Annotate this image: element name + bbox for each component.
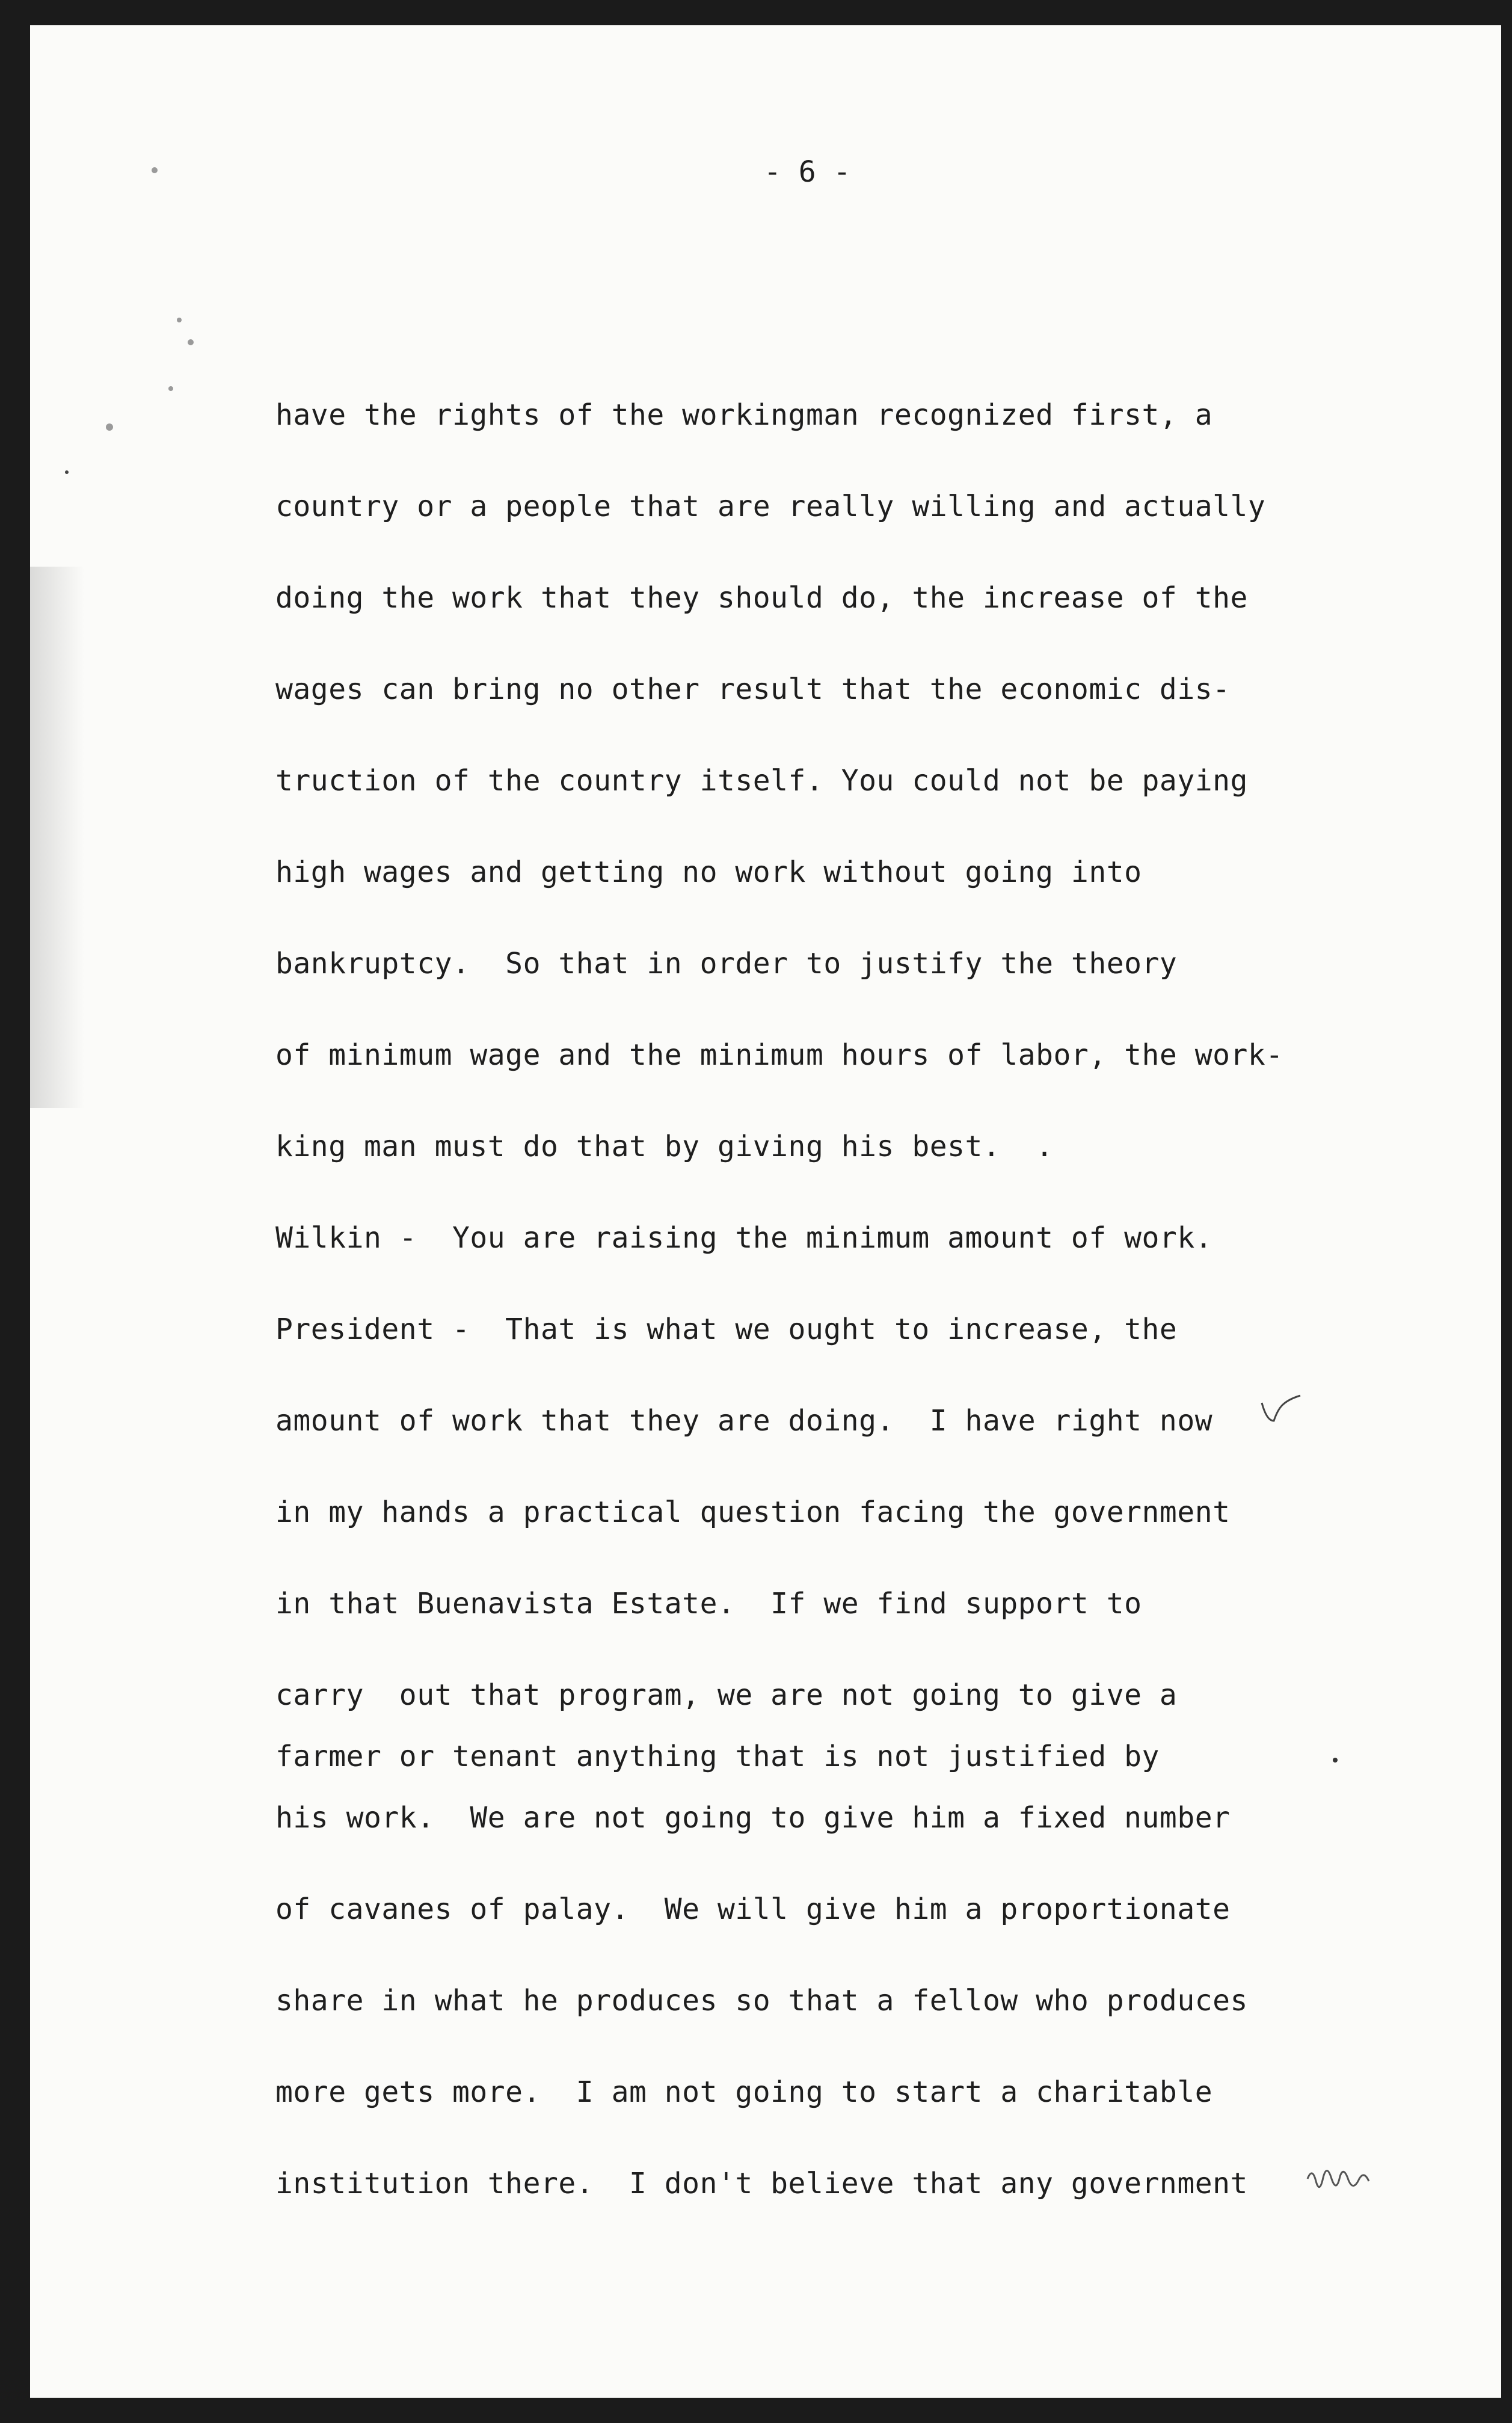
paper-speck <box>188 339 194 345</box>
page-number: - 6 - <box>764 155 851 189</box>
text-line: of cavanes of palay. We will give him a proportionate <box>275 1892 1231 1926</box>
paper-speck <box>177 318 182 322</box>
paper-speck <box>152 167 158 173</box>
text-line: truction of the country itself. You could not be paying <box>275 764 1248 798</box>
text-line: in that Buenavista Estate. If we find support to <box>275 1587 1142 1621</box>
handwritten-caret-mark <box>1257 1391 1311 1433</box>
paper-speck <box>65 470 69 474</box>
text-line: President - That is what we ought to increase, the <box>275 1313 1178 1346</box>
text-line: of minimum wage and the minimum hours of labor, the work- <box>275 1038 1283 1072</box>
text-line: high wages and getting no work without going into <box>275 855 1142 889</box>
text-line: share in what he produces so that a fellow who produces <box>275 1984 1248 2018</box>
paper-edge-wear <box>30 867 84 1108</box>
text-line: have the rights of the workingman recognized first, a <box>275 398 1213 432</box>
text-line: farmer or tenant anything that is not justified by <box>275 1740 1160 1773</box>
text-line: doing the work that they should do, the increase of the <box>275 581 1248 615</box>
text-line: in my hands a practical question facing the government <box>275 1495 1231 1529</box>
text-line: amount of work that they are doing. I have right now <box>275 1404 1213 1438</box>
text-line: country or a people that are really willing and actually <box>275 490 1266 523</box>
text-line: more gets more. I am not going to start a charitable <box>275 2075 1213 2109</box>
paper-speck <box>106 423 113 431</box>
text-line: his work. We are not going to give him a fixed number <box>275 1801 1231 1835</box>
text-line: king man must do that by giving his best. . <box>275 1130 1054 1163</box>
text-line: Wilkin - You are raising the minimum amount of work. <box>275 1221 1213 1255</box>
paper-speck <box>168 386 173 391</box>
text-line: institution there. I don't believe that any government <box>275 2167 1248 2200</box>
text-line: carry out that program, we are not going to give a <box>275 1678 1178 1712</box>
handwritten-marginal-mark <box>1305 2155 1377 2203</box>
document-page <box>30 25 1501 2398</box>
paper-speck <box>1333 1758 1338 1763</box>
text-line: bankruptcy. So that in order to justify the theory <box>275 947 1178 981</box>
paper-edge-wear <box>30 567 84 867</box>
text-line: wages can bring no other result that the economic dis- <box>275 673 1231 706</box>
